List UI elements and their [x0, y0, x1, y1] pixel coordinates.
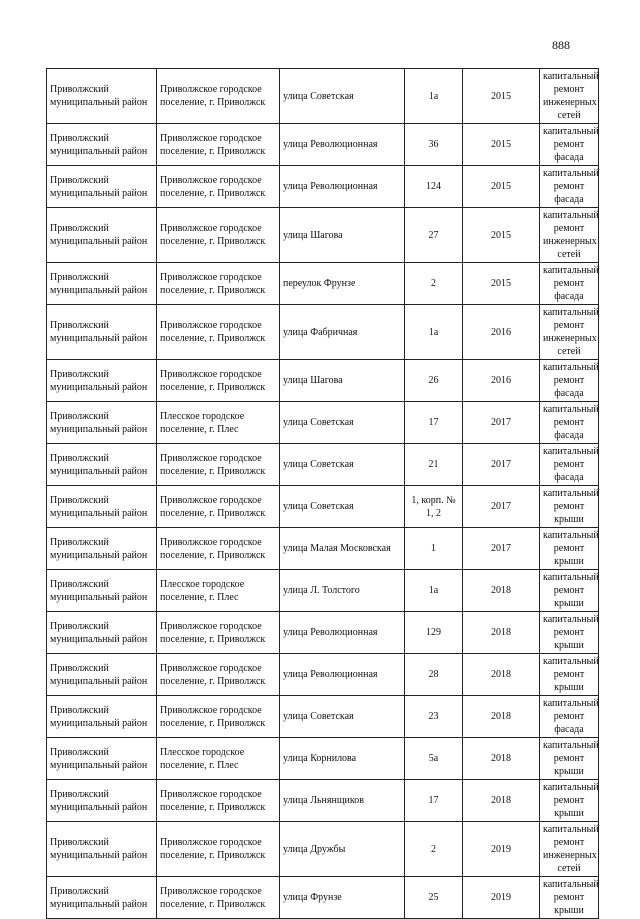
- house-number-cell: 2: [405, 263, 463, 305]
- year-cell: 2015: [463, 263, 540, 305]
- house-number-cell: 1, корп. № 1, 2: [405, 486, 463, 528]
- year-cell: 2017: [463, 444, 540, 486]
- settlement-cell: Приволжское городское поселение, г. Приволжск: [157, 263, 280, 305]
- settlement-cell: Приволжское городское поселение, г. Приволжск: [157, 124, 280, 166]
- district-cell: Приволжский муниципальный район: [47, 612, 157, 654]
- settlement-cell: Приволжское городское поселение, г. Приволжск: [157, 877, 280, 919]
- work-type-cell: капитальный ремонт фасада: [540, 444, 599, 486]
- house-number-cell: 5а: [405, 738, 463, 780]
- table-row: [47, 570, 599, 612]
- district-cell: Приволжский муниципальный район: [47, 124, 157, 166]
- table-row: [47, 444, 599, 486]
- settlement-cell: Плесское городское поселение, г. Плес: [157, 570, 280, 612]
- district-cell: Приволжский муниципальный район: [47, 780, 157, 822]
- work-type-cell: капитальный ремонт фасада: [540, 696, 599, 738]
- year-cell: 2019: [463, 822, 540, 877]
- table-row: [47, 402, 599, 444]
- work-type-cell: капитальный ремонт крыши: [540, 877, 599, 919]
- district-cell: Приволжский муниципальный район: [47, 208, 157, 263]
- year-cell: 2019: [463, 877, 540, 919]
- year-cell: 2018: [463, 780, 540, 822]
- table-row: [47, 738, 599, 780]
- table-row: [47, 696, 599, 738]
- house-number-cell: 124: [405, 166, 463, 208]
- work-type-cell: капитальный ремонт крыши: [540, 486, 599, 528]
- house-number-cell: 17: [405, 402, 463, 444]
- table-row: [47, 208, 599, 263]
- table-row: [47, 69, 599, 124]
- house-number-cell: 28: [405, 654, 463, 696]
- work-type-cell: капитальный ремонт крыши: [540, 528, 599, 570]
- street-cell: улица Революционная: [280, 612, 405, 654]
- district-cell: Приволжский муниципальный район: [47, 402, 157, 444]
- table-row: [47, 822, 599, 877]
- settlement-cell: Приволжское городское поселение, г. Приволжск: [157, 360, 280, 402]
- house-number-cell: 1а: [405, 69, 463, 124]
- year-cell: 2018: [463, 612, 540, 654]
- house-number-cell: 27: [405, 208, 463, 263]
- registry-table: [46, 68, 599, 919]
- work-type-cell: капитальный ремонт фасада: [540, 263, 599, 305]
- district-cell: Приволжский муниципальный район: [47, 444, 157, 486]
- district-cell: Приволжский муниципальный район: [47, 738, 157, 780]
- table-row: [47, 124, 599, 166]
- district-cell: Приволжский муниципальный район: [47, 486, 157, 528]
- district-cell: Приволжский муниципальный район: [47, 69, 157, 124]
- table-row: [47, 612, 599, 654]
- street-cell: улица Малая Московская: [280, 528, 405, 570]
- table-row: [47, 360, 599, 402]
- year-cell: 2018: [463, 738, 540, 780]
- house-number-cell: 129: [405, 612, 463, 654]
- work-type-cell: капитальный ремонт инженерных сетей: [540, 822, 599, 877]
- district-cell: Приволжский муниципальный район: [47, 305, 157, 360]
- settlement-cell: Приволжское городское поселение, г. Приволжск: [157, 822, 280, 877]
- street-cell: улица Советская: [280, 444, 405, 486]
- house-number-cell: 1: [405, 528, 463, 570]
- settlement-cell: Приволжское городское поселение, г. Приволжск: [157, 69, 280, 124]
- settlement-cell: Приволжское городское поселение, г. Приволжск: [157, 208, 280, 263]
- street-cell: улица Шагова: [280, 360, 405, 402]
- district-cell: Приволжский муниципальный район: [47, 528, 157, 570]
- street-cell: улица Революционная: [280, 654, 405, 696]
- street-cell: улица Корнилова: [280, 738, 405, 780]
- settlement-cell: Приволжское городское поселение, г. Приволжск: [157, 696, 280, 738]
- street-cell: улица Революционная: [280, 124, 405, 166]
- street-cell: улица Льнянщиков: [280, 780, 405, 822]
- street-cell: улица Л. Толстого: [280, 570, 405, 612]
- table-row: [47, 780, 599, 822]
- settlement-cell: Приволжское городское поселение, г. Приволжск: [157, 780, 280, 822]
- work-type-cell: капитальный ремонт инженерных сетей: [540, 305, 599, 360]
- street-cell: улица Дружбы: [280, 822, 405, 877]
- work-type-cell: капитальный ремонт фасада: [540, 124, 599, 166]
- work-type-cell: капитальный ремонт крыши: [540, 654, 599, 696]
- district-cell: Приволжский муниципальный район: [47, 263, 157, 305]
- street-cell: улица Советская: [280, 69, 405, 124]
- house-number-cell: 1а: [405, 570, 463, 612]
- year-cell: 2018: [463, 654, 540, 696]
- work-type-cell: капитальный ремонт фасада: [540, 402, 599, 444]
- street-cell: улица Шагова: [280, 208, 405, 263]
- house-number-cell: 26: [405, 360, 463, 402]
- house-number-cell: 2: [405, 822, 463, 877]
- district-cell: Приволжский муниципальный район: [47, 654, 157, 696]
- work-type-cell: капитальный ремонт фасада: [540, 166, 599, 208]
- street-cell: улица Советская: [280, 486, 405, 528]
- table-row: [47, 166, 599, 208]
- street-cell: улица Фабричная: [280, 305, 405, 360]
- house-number-cell: 36: [405, 124, 463, 166]
- house-number-cell: 21: [405, 444, 463, 486]
- settlement-cell: Плесское городское поселение, г. Плес: [157, 402, 280, 444]
- year-cell: 2017: [463, 528, 540, 570]
- table-row: [47, 654, 599, 696]
- page-number: 888: [552, 38, 570, 52]
- year-cell: 2015: [463, 208, 540, 263]
- work-type-cell: капитальный ремонт крыши: [540, 612, 599, 654]
- work-type-cell: капитальный ремонт фасада: [540, 360, 599, 402]
- settlement-cell: Плесское городское поселение, г. Плес: [157, 738, 280, 780]
- year-cell: 2016: [463, 305, 540, 360]
- work-type-cell: капитальный ремонт крыши: [540, 738, 599, 780]
- district-cell: Приволжский муниципальный район: [47, 877, 157, 919]
- table-row: [47, 877, 599, 919]
- district-cell: Приволжский муниципальный район: [47, 570, 157, 612]
- district-cell: Приволжский муниципальный район: [47, 360, 157, 402]
- year-cell: 2017: [463, 402, 540, 444]
- street-cell: улица Советская: [280, 696, 405, 738]
- street-cell: улица Фрунзе: [280, 877, 405, 919]
- district-cell: Приволжский муниципальный район: [47, 822, 157, 877]
- settlement-cell: Приволжское городское поселение, г. Приволжск: [157, 305, 280, 360]
- work-type-cell: капитальный ремонт инженерных сетей: [540, 208, 599, 263]
- house-number-cell: 25: [405, 877, 463, 919]
- year-cell: 2015: [463, 166, 540, 208]
- year-cell: 2018: [463, 570, 540, 612]
- street-cell: улица Революционная: [280, 166, 405, 208]
- settlement-cell: Приволжское городское поселение, г. Приволжск: [157, 528, 280, 570]
- work-type-cell: капитальный ремонт крыши: [540, 570, 599, 612]
- district-cell: Приволжский муниципальный район: [47, 166, 157, 208]
- settlement-cell: Приволжское городское поселение, г. Приволжск: [157, 654, 280, 696]
- settlement-cell: Приволжское городское поселение, г. Приволжск: [157, 486, 280, 528]
- year-cell: 2017: [463, 486, 540, 528]
- settlement-cell: Приволжское городское поселение, г. Приволжск: [157, 166, 280, 208]
- work-type-cell: капитальный ремонт инженерных сетей: [540, 69, 599, 124]
- street-cell: переулок Фрунзе: [280, 263, 405, 305]
- street-cell: улица Советская: [280, 402, 405, 444]
- table-row: [47, 263, 599, 305]
- year-cell: 2016: [463, 360, 540, 402]
- house-number-cell: 17: [405, 780, 463, 822]
- year-cell: 2015: [463, 69, 540, 124]
- house-number-cell: 23: [405, 696, 463, 738]
- table-row: [47, 528, 599, 570]
- year-cell: 2015: [463, 124, 540, 166]
- work-type-cell: капитальный ремонт крыши: [540, 780, 599, 822]
- table-row: [47, 486, 599, 528]
- house-number-cell: 1а: [405, 305, 463, 360]
- table-row: [47, 305, 599, 360]
- district-cell: Приволжский муниципальный район: [47, 696, 157, 738]
- settlement-cell: Приволжское городское поселение, г. Приволжск: [157, 444, 280, 486]
- year-cell: 2018: [463, 696, 540, 738]
- settlement-cell: Приволжское городское поселение, г. Приволжск: [157, 612, 280, 654]
